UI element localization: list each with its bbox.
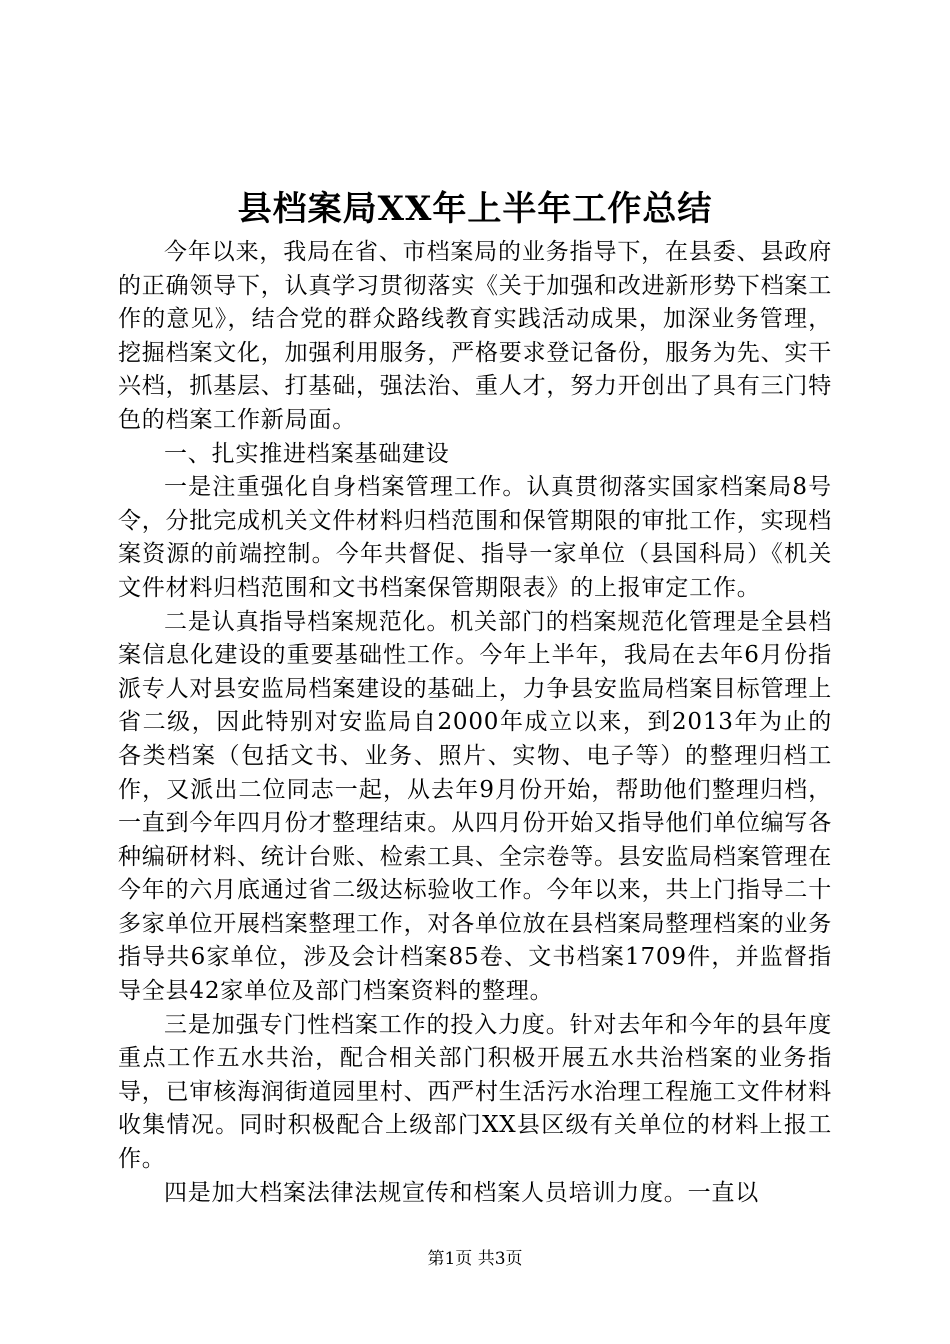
document-body <box>118 236 832 1210</box>
body-paragraph: 三是加强专门性档案工作的投入力度。针对去年和今年的县年度重点工作五水共治，配合相关部门积极开展五水共治档案的业务指导，已审核海润街道园里村、西严村生活污水治理工程施工文件材料收集情况。同时积极配合上级部门XX县区级有关单位的材料上报工作。 <box>118 1011 832 1173</box>
section-heading: 一、扎实推进档案基础建设 <box>164 440 450 467</box>
body-paragraph: 二是认真指导档案规范化。机关部门的档案规范化管理是全县档案信息化建设的重要基础性工作。今年上半年，我局在去年6月份指派专人对县安监局档案建设的基础上，力争县安监局档案目标管理上省二级，因此特别对安监局自2000年成立以来，到2013年为止的各类档案（包括文书、业务、照片、实物、电子等）的整理归档工作，又派出二位同志一起，从去年9月份开始，帮助他们整理归档，一直到今年四月份才整理结束。从四月份开始又指导他们单位编写各种编研材料、统计台账、检索工具、全宗卷等。县安监局档案管理在今年的六月底通过省二级达标验收工作。今年以来，共上门指导二十多家单位开展档案整理工作，对各单位放在县档案局整理档案的业务指导共6家单位，涉及会计档案85卷、文书档案1709件，并监督指导全县42家单位及部门档案资料的整理。 <box>118 608 832 1005</box>
document-title: 县档案局XX年上半年工作总结 <box>237 189 713 229</box>
page-number: 第1页 共3页 <box>427 1249 523 1269</box>
body-paragraph: 四是加大档案法律法规宣传和档案人员培训力度。一直以 <box>164 1179 759 1206</box>
intro-paragraph: 今年以来，我局在省、市档案局的业务指导下，在县委、县政府的正确领导下，认真学习贯彻落实《关于加强和改进新形势下档案工作的意见》，结合党的群众路线教育实践活动成果，加深业务管理，挖掘档案文化，加强利用服务，严格要求登记备份，服务为先、实干兴档，抓基层、打基础，强法治、重人才，努力开创出了具有三门特色的档案工作新局面。 <box>118 239 832 433</box>
body-paragraph: 一是注重强化自身档案管理工作。认真贯彻落实国家档案局8号令，分批完成机关文件材料归档范围和保管期限的审批工作，实现档案资源的前端控制。今年共督促、指导一家单位（县国科局）《机关文件材料归档范围和文书档案保管期限表》的上报审定工作。 <box>118 474 832 601</box>
